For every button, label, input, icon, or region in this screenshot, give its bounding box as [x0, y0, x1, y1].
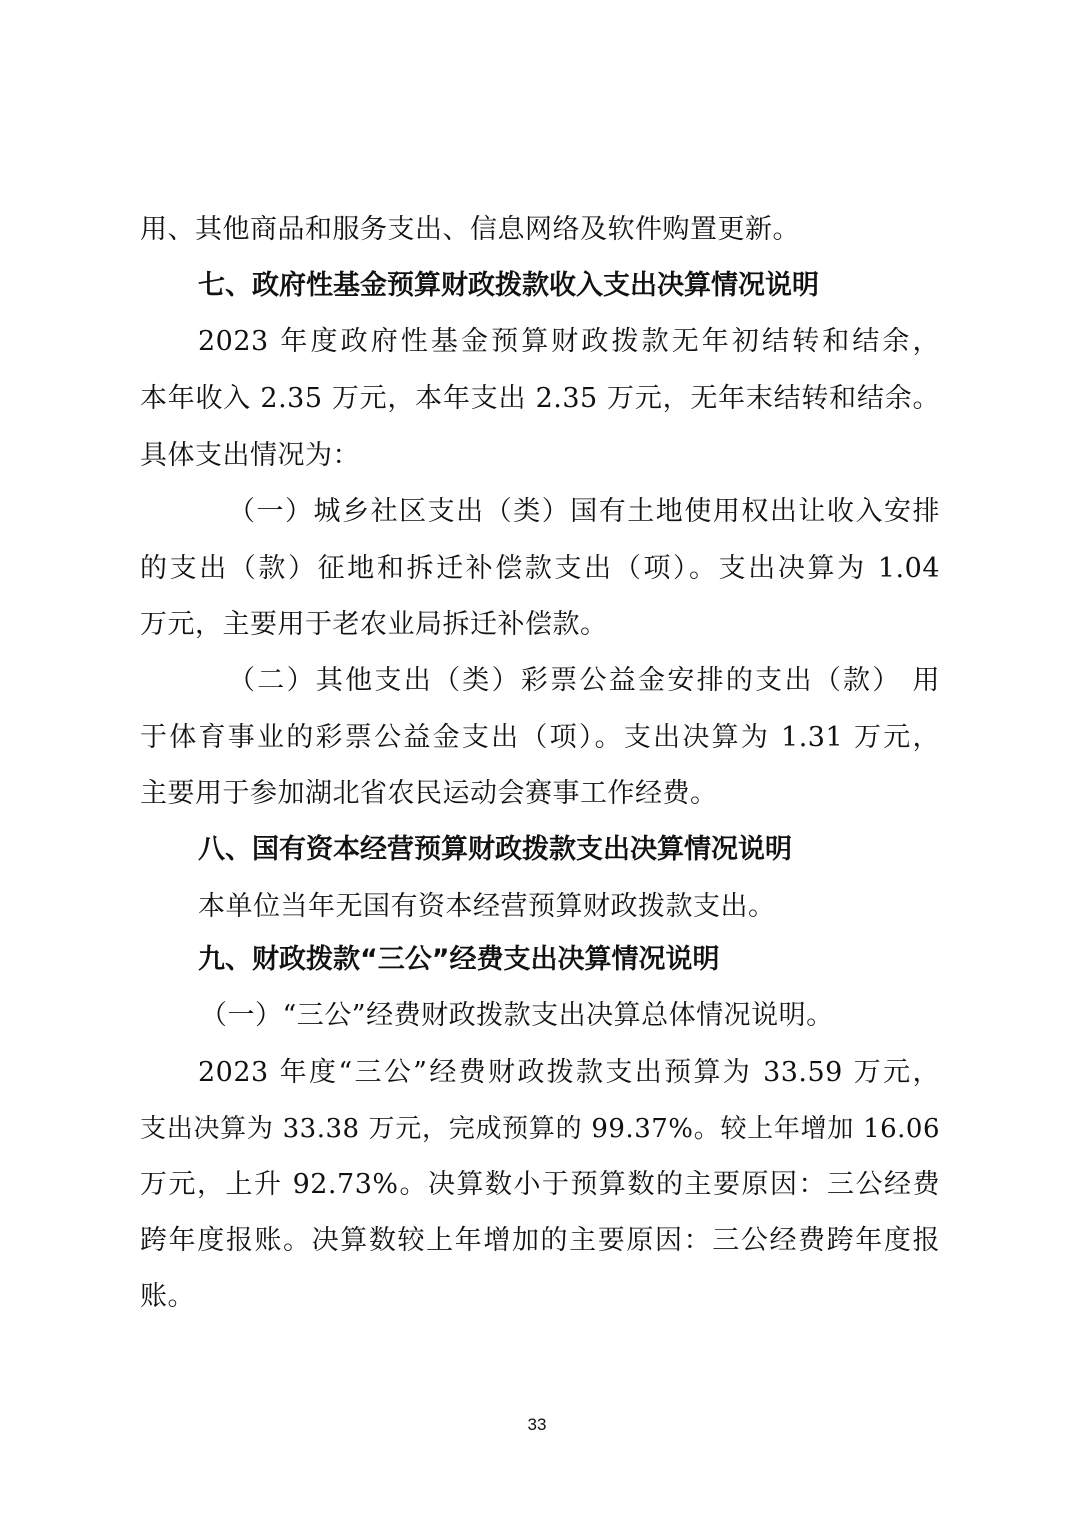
- subsection-line: （一）“三公”经费财政拨款支出决算总体情况说明。: [200, 1000, 834, 1031]
- paragraph-line: 账。: [140, 1281, 195, 1312]
- page-number: 33: [527, 1415, 547, 1434]
- paragraph-line-continuation: 用、其他商品和服务支出、信息网络及软件购置更新。: [140, 214, 800, 245]
- paragraph-line: 2023 年度政府性基金预算财政拨款无年初结转和结余，: [198, 326, 940, 357]
- section-heading-7: 七、政府性基金预算财政拨款收入支出决算情况说明: [198, 270, 819, 301]
- section-heading-8: 八、国有资本经营预算财政拨款支出决算情况说明: [198, 834, 792, 865]
- section-heading-9: 九、财政拨款“三公”经费支出决算情况说明: [198, 944, 720, 975]
- paragraph-line: 本年收入 2.35 万元，本年支出 2.35 万元，无年末结转和结余。: [140, 383, 940, 414]
- paragraph-line: 万元，上升 92.73%。决算数小于预算数的主要原因：三公经费: [140, 1169, 940, 1200]
- paragraph-line: 主要用于参加湖北省农民运动会赛事工作经费。: [140, 778, 718, 809]
- paragraph-line: 具体支出情况为：: [140, 440, 360, 471]
- paragraph-line: 的支出（款）征地和拆迁补偿款支出（项）。支出决算为 1.04: [140, 553, 940, 584]
- paragraph-line: 支出决算为 33.38 万元，完成预算的 99.37%。较上年增加 16.06: [140, 1114, 940, 1144]
- paragraph-line: 本单位当年无国有资本经营预算财政拨款支出。: [198, 891, 776, 922]
- paragraph-line: 2023 年度“三公”经费财政拨款支出预算为 33.59 万元，: [198, 1057, 940, 1088]
- paragraph-line: 跨年度报账。决算数较上年增加的主要原因：三公经费跨年度报: [140, 1225, 940, 1256]
- paragraph-line: 于体育事业的彩票公益金支出（项）。支出决算为 1.31 万元，: [140, 722, 940, 753]
- paragraph-line: 万元，主要用于老农业局拆迁补偿款。: [140, 609, 608, 640]
- subsection-line: （二）其他支出（类）彩票公益金安排的支出（款） 用: [228, 665, 940, 696]
- subsection-line: （一）城乡社区支出（类）国有土地使用权出让收入安排: [228, 496, 940, 527]
